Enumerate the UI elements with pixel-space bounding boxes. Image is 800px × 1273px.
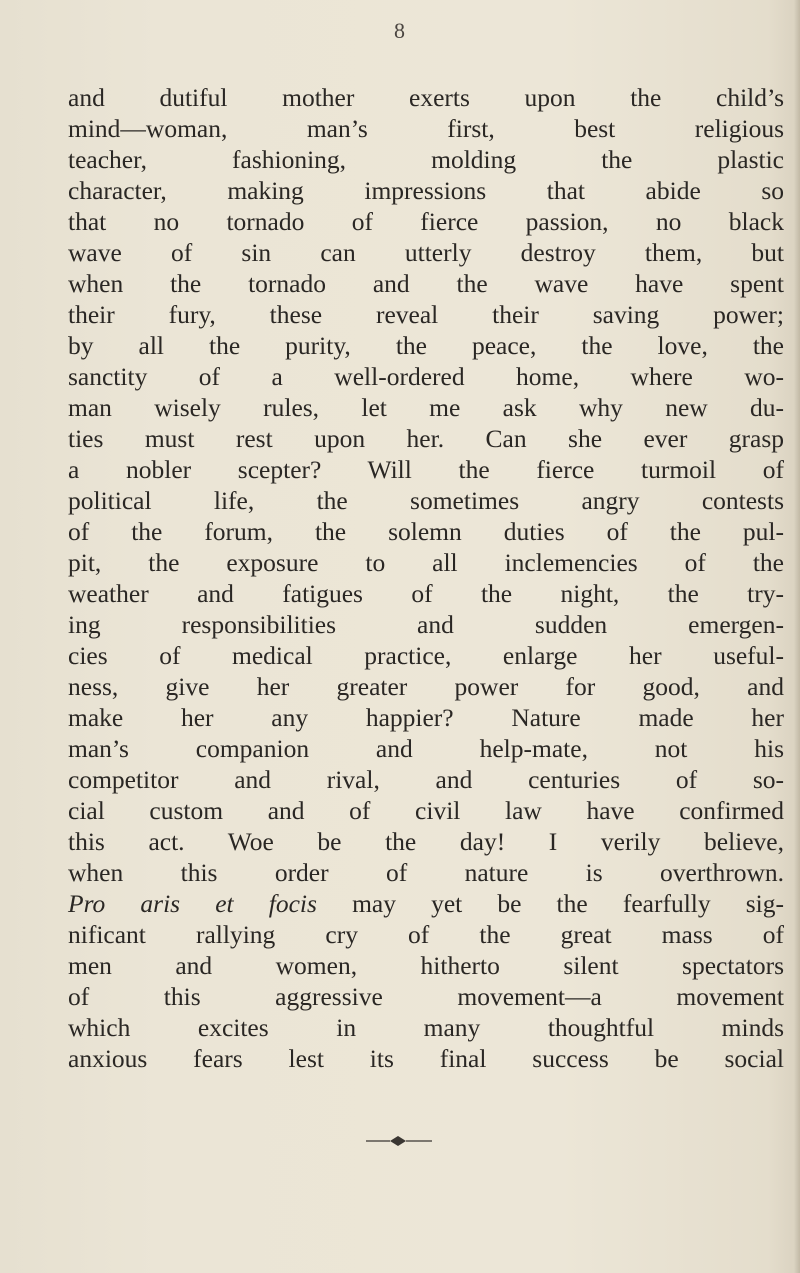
text-fragment: may yet be the fearfully sig-	[316, 889, 784, 918]
text-line: that no tornado of fierce passion, no black	[68, 207, 784, 236]
text-line: this act. Woe be the day! I verily believe,	[68, 827, 784, 856]
text-line: nificant rallying cry of the great mass of	[68, 920, 784, 949]
text-line: by all the purity, the peace, the love, the	[68, 331, 784, 360]
text-line: man’s companion and help-mate, not his	[68, 734, 784, 763]
text-line: mind—woman, man’s first, best religious	[68, 114, 784, 143]
text-line: political life, the sometimes angry contests	[68, 486, 784, 515]
text-line: make her any happier? Nature made her	[68, 703, 784, 732]
text-line: their fury, these reveal their saving power;	[68, 300, 784, 329]
page-number: 8	[394, 18, 406, 43]
body-text	[68, 82, 784, 1074]
text-line: anxious fears lest its final success be social	[68, 1044, 784, 1073]
text-line: ing responsibilities and sudden emergen-	[68, 610, 784, 639]
text-line: and dutiful mother exerts upon the child’s	[68, 83, 784, 112]
text-line: when this order of nature is overthrown.	[68, 858, 784, 887]
text-line: sanctity of a well-ordered home, where wo-	[68, 362, 784, 391]
text-line: ness, give her greater power for good, and	[68, 672, 784, 701]
text-line: competitor and rival, and centuries of so-	[68, 765, 784, 794]
text-line: ties must rest upon her. Can she ever grasp	[68, 424, 784, 453]
latin-phrase: Pro aris et focis	[68, 889, 317, 918]
text-line: of the forum, the solemn duties of the pul-	[68, 517, 784, 546]
text-line: wave of sin can utterly destroy them, but	[68, 238, 784, 267]
page-edge-shadow	[794, 0, 800, 1273]
text-line: pit, the exposure to all inclemencies of the	[68, 548, 784, 577]
fleuron-ornament-icon	[352, 1134, 448, 1148]
text-line: cial custom and of civil law have confirmed	[68, 796, 784, 825]
text-line: which excites in many thoughtful minds	[68, 1013, 784, 1042]
text-line-with-latin-phrase	[68, 888, 784, 919]
text-line: teacher, fashioning, molding the plastic	[68, 145, 784, 174]
text-line: weather and fatigues of the night, the try-	[68, 579, 784, 608]
text-line: of this aggressive movement—a movement	[68, 982, 784, 1011]
text-line: character, making impressions that abide so	[68, 176, 784, 205]
text-line: cies of medical practice, enlarge her useful-	[68, 641, 784, 670]
text-line: when the tornado and the wave have spent	[68, 269, 784, 298]
text-line: a nobler scepter? Will the fierce turmoil of	[68, 455, 784, 484]
text-line: men and women, hitherto silent spectators	[68, 951, 784, 980]
text-line: man wisely rules, let me ask why new du-	[68, 393, 784, 422]
